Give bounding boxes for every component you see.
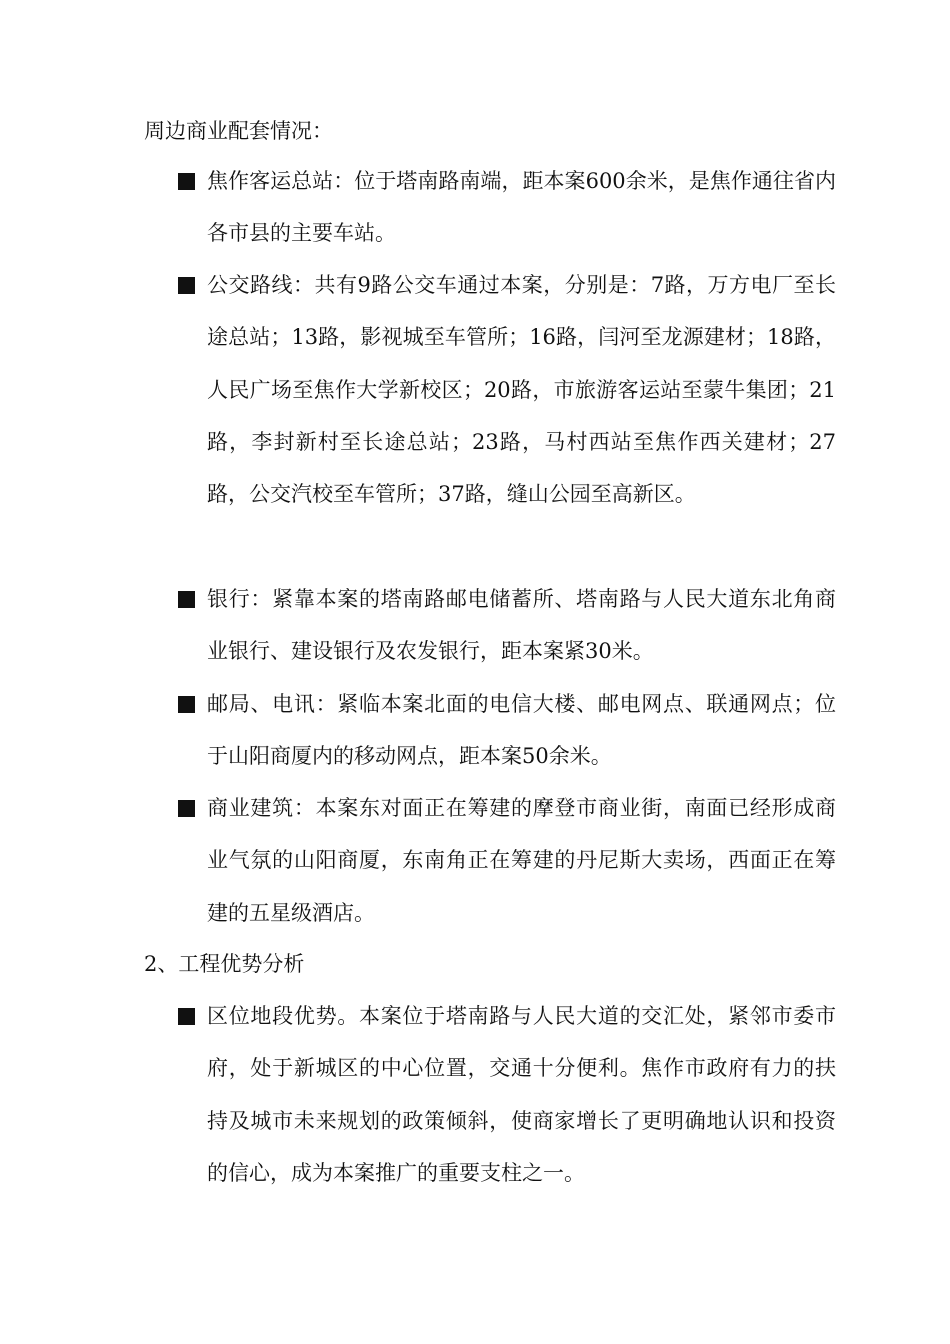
list-item-post-telecom (176, 678, 836, 783)
square-bullet-icon (178, 277, 195, 294)
list-item-bus-terminal (176, 155, 836, 260)
list-item-banks (176, 573, 836, 678)
list-item-text: 公交路线：共有9路公交车通过本案，分别是：7路，万方电厂至长途总站；13路，影视城至车管所；16路，闫河至龙源建材；18路，人民广场至焦作大学新校区；20路，市旅游客运站至蒙牛集团；21路，李封新村至长途总站；23路，马村西站至焦作西关建材；27路，公交汽校至车管所；37路，缝山公园至高新区。 (207, 273, 836, 507)
square-bullet-icon (178, 800, 195, 817)
list-item-bus-routes (176, 259, 836, 520)
square-bullet-icon (178, 1008, 195, 1025)
list-item-commercial-buildings (176, 782, 836, 939)
square-bullet-icon (178, 696, 195, 713)
list-item-location-advantage (176, 990, 836, 1199)
square-bullet-icon (178, 591, 195, 608)
list-item-text: 邮局、电讯：紧临本案北面的电信大楼、邮电网点、联通网点；位于山阳商厦内的移动网点，距本案50余米。 (207, 692, 836, 769)
section-heading-project-advantages: 2、工程优势分析 (144, 952, 305, 976)
list-item-text: 商业建筑：本案东对面正在筹建的摩登市商业街，南面已经形成商业气氛的山阳商厦，东南角正在筹建的丹尼斯大卖场，西面正在筹建的五星级酒店。 (207, 796, 836, 925)
square-bullet-icon (178, 173, 195, 190)
list-item-text: 区位地段优势。本案位于塔南路与人民大道的交汇处，紧邻市委市府，处于新城区的中心位置，交通十分便利。焦作市政府有力的扶持及城市未来规划的政策倾斜，使商家增长了更明确地认识和投资的信心，成为本案推广的重要支柱之一。 (207, 1004, 836, 1185)
list-item-text: 焦作客运总站：位于塔南路南端，距本案600余米，是焦作通往省内各市县的主要车站。 (207, 169, 836, 246)
list-item-text: 银行：紧靠本案的塔南路邮电储蓄所、塔南路与人民大道东北角商业银行、建设银行及农发银行，距本案紧30米。 (207, 587, 836, 664)
section-heading-surroundings: 周边商业配套情况： (144, 119, 333, 143)
